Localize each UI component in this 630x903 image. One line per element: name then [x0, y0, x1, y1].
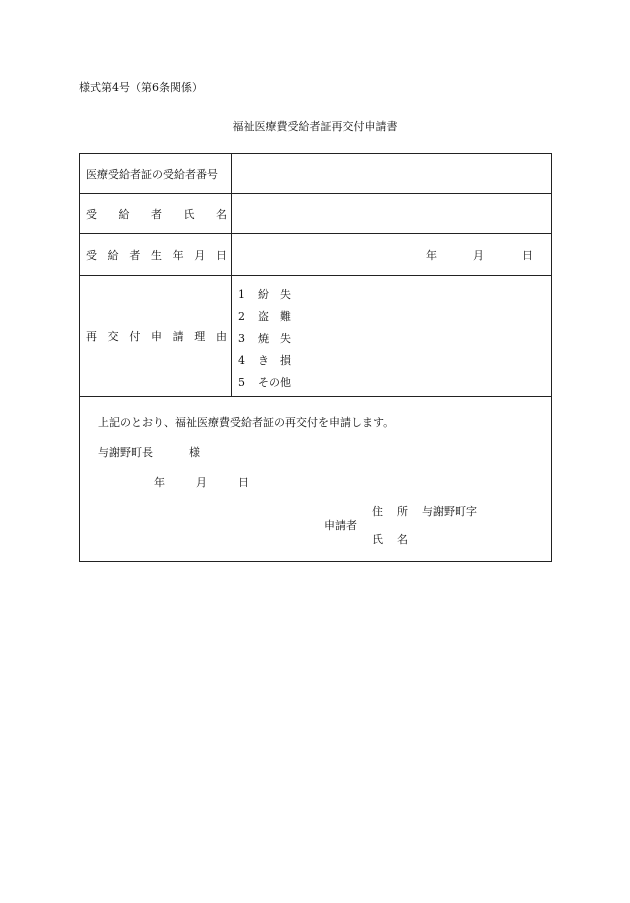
reissue-reason-options [232, 276, 551, 396]
name-label [372, 531, 408, 547]
recipient-birthdate-row [80, 234, 551, 276]
label-char: 由 [215, 330, 227, 343]
reason-text: 盗 難 [258, 310, 291, 323]
year-unit: 年 [154, 476, 165, 489]
form-number: 様式第4号（第6条関係） [79, 81, 203, 94]
reason-list [238, 284, 291, 394]
recipient-number-label-cell [80, 154, 232, 193]
label-char: 氏 [372, 533, 383, 546]
label-char: 月 [194, 248, 206, 262]
label-char: 名 [216, 207, 227, 221]
label-char: 住 [372, 505, 383, 518]
reason-option-damaged[interactable] [238, 350, 291, 372]
reason-number: 1 [238, 288, 245, 301]
day-unit: 日 [238, 476, 249, 489]
recipient-name-label-cell [80, 194, 232, 233]
application-form-table [79, 153, 552, 562]
recipient-birthdate-field[interactable] [232, 234, 551, 275]
recipient-birthdate-label-cell [80, 234, 232, 275]
day-unit: 日 [522, 248, 533, 262]
year-unit: 年 [426, 248, 437, 262]
label-char: 者 [129, 248, 141, 262]
label-char: 日 [215, 248, 227, 262]
applicant-address-line[interactable] [372, 503, 477, 519]
label-char: 交 [107, 330, 119, 343]
recipient-number-field[interactable] [232, 154, 551, 193]
reason-option-other[interactable] [238, 372, 291, 394]
label-char: 給 [118, 207, 130, 221]
applicant-name-line[interactable] [372, 531, 408, 547]
recipient-birthdate-label [86, 247, 227, 263]
label-char: 氏 [183, 207, 195, 221]
label-char: 付 [129, 330, 141, 343]
reissue-reason-label-cell [80, 276, 232, 396]
label-char: 者 [151, 207, 162, 221]
applicant-label: 申請者 [324, 519, 357, 532]
reason-text: 焼 失 [258, 332, 291, 345]
label-char: 申 [150, 330, 162, 343]
label-char: 年 [172, 248, 184, 262]
addressee-line [98, 444, 200, 460]
label-char: 理 [194, 330, 206, 343]
birthdate-date-units [426, 234, 533, 275]
reason-text: き 損 [258, 354, 291, 367]
declaration-section [80, 397, 551, 561]
month-unit: 月 [196, 476, 207, 489]
declaration-statement: 上記のとおり、福祉医療費受給者証の再交付を申請します。 [98, 416, 395, 429]
honorific: 様 [189, 446, 200, 459]
form-title: 福祉医療費受給者証再交付申請書 [232, 120, 398, 133]
addressee: 与謝野町長 [98, 446, 153, 459]
recipient-name-row [80, 194, 551, 234]
reason-number: 2 [238, 310, 245, 323]
month-unit: 月 [473, 248, 484, 262]
reason-option-lost[interactable] [238, 284, 291, 306]
reason-option-burned[interactable] [238, 328, 291, 350]
label-char: 受 [86, 207, 97, 221]
reason-number: 4 [238, 354, 245, 367]
label-char: 名 [397, 533, 408, 546]
label-char: 再 [86, 330, 97, 343]
recipient-number-label: 医療受給者証の受給者番号 [86, 167, 218, 181]
reason-number: 3 [238, 332, 245, 345]
reissue-reason-row [80, 276, 551, 397]
label-char: 生 [150, 248, 162, 262]
address-label [372, 503, 408, 519]
label-char: 給 [107, 248, 119, 262]
reason-text: その他 [258, 376, 291, 389]
recipient-number-row [80, 154, 551, 194]
recipient-name-field[interactable] [232, 194, 551, 233]
label-char: 請 [172, 330, 184, 343]
application-date[interactable] [154, 474, 249, 490]
reason-option-stolen[interactable] [238, 306, 291, 328]
label-char: 所 [397, 505, 408, 518]
label-char: 受 [86, 248, 97, 262]
recipient-name-label [86, 206, 227, 222]
reissue-reason-label [86, 328, 227, 344]
reason-text: 紛 失 [258, 288, 291, 301]
address-prefix: 与謝野町字 [422, 505, 477, 518]
reason-number: 5 [238, 376, 245, 389]
